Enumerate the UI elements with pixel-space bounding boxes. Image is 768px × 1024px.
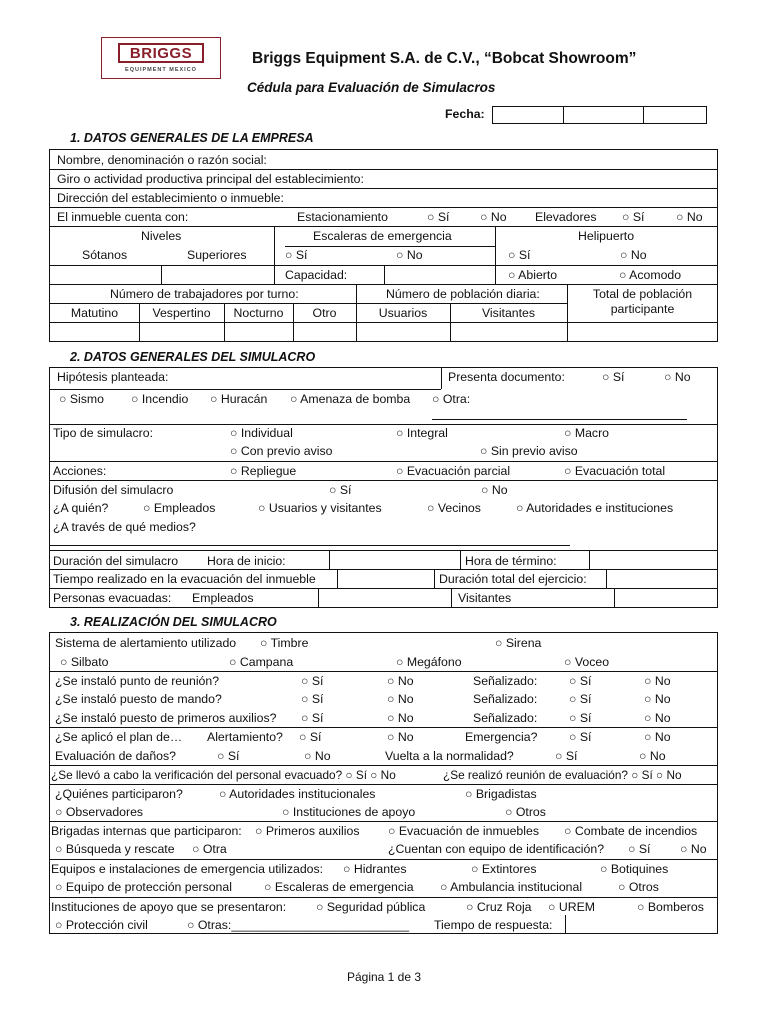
emergencia-label: Emergencia? [465, 730, 538, 744]
sotanos-label: Sótanos [82, 248, 128, 262]
primeros-auxilios-label: ¿Se instaló puesto de primeros auxilios? [55, 711, 277, 725]
otras-instituciones-field[interactable]: ○ Otras:__________________________ [187, 918, 410, 932]
puesto-mando-label: ¿Se instaló puesto de mando? [55, 692, 222, 706]
difusion-label: Difusión del simulacro [53, 483, 174, 497]
evacuacion-parcial-radio[interactable]: ○ Evacuación parcial [396, 464, 511, 478]
instituciones-apoyo-radio[interactable]: ○ Instituciones de apoyo [282, 805, 416, 819]
superiores-label: Superiores [187, 248, 247, 262]
puesto-mando-senalizado-no-radio[interactable]: ○ No [644, 692, 671, 706]
equipos-label: Equipos e instalaciones de emergencia utilizados: [51, 862, 324, 876]
proteccion-civil-radio[interactable]: ○ Protección civil [55, 918, 148, 932]
bomba-radio[interactable]: ○ Amenaza de bomba [290, 392, 411, 406]
section-1-heading: 1. DATOS GENERALES DE LA EMPRESA [70, 131, 314, 145]
alertamiento-label: Alertamiento? [207, 730, 283, 744]
otros-equipos-radio[interactable]: ○ Otros [618, 880, 659, 894]
evacuacion-total-radio[interactable]: ○ Evacuación total [564, 464, 666, 478]
punto-reunion-senalizado-si-radio[interactable]: ○ Sí [569, 674, 592, 688]
punto-reunion-label: ¿Se instaló punto de reunión? [55, 674, 220, 688]
botiquines-radio[interactable]: ○ Botiquines [600, 862, 669, 876]
otra-brigada-radio[interactable]: ○ Otra [192, 842, 227, 856]
duracion-total-label: Duración total del ejercicio: [439, 572, 587, 586]
duracion-label: Duración del simulacro [53, 554, 179, 568]
fecha-day-field[interactable] [492, 106, 564, 124]
hipotesis-label: Hipótesis planteada: [57, 370, 169, 384]
punto-reunion-si-radio[interactable]: ○ Sí [301, 674, 324, 688]
nocturno-label: Nocturno [233, 306, 284, 320]
bomberos-radio[interactable]: ○ Bomberos [637, 900, 704, 914]
estacionamiento-si-radio[interactable]: ○ Sí [427, 210, 450, 224]
direccion-label: Dirección del establecimiento o inmueble: [57, 191, 284, 205]
evacuacion-inmuebles-radio[interactable]: ○ Evacuación de inmuebles [388, 824, 539, 838]
difusion-si-radio[interactable]: ○ Sí [329, 483, 352, 497]
hora-inicio-label: Hora de inicio: [207, 554, 286, 568]
alertamiento-no-radio[interactable]: ○ No [387, 730, 414, 744]
empleados-radio[interactable]: ○ Empleados [143, 501, 216, 515]
integral-radio[interactable]: ○ Integral [396, 426, 448, 440]
tiempo-evacuacion-label: Tiempo realizado en la evacuación del inmueble [53, 572, 316, 586]
medios-label: ¿A través de qué medios? [53, 520, 196, 534]
otra-radio[interactable]: ○ Otra: [432, 392, 471, 406]
estacionamiento-no-radio[interactable]: ○ No [480, 210, 507, 224]
primeros-auxilios-senalizado-label: Señalizado: [473, 711, 538, 725]
punto-reunion-no-radio[interactable]: ○ No [387, 674, 414, 688]
urem-radio[interactable]: ○ UREM [548, 900, 596, 914]
niveles-label: Niveles [141, 229, 182, 243]
megafono-radio[interactable]: ○ Megáfono [396, 655, 462, 669]
puesto-mando-si-radio[interactable]: ○ Sí [301, 692, 324, 706]
primeros-auxilios-radio[interactable]: ○ Primeros auxilios [255, 824, 360, 838]
escaleras-label: Escaleras de emergencia [313, 229, 452, 243]
autoridades-institucionales-radio[interactable]: ○ Autoridades institucionales [219, 787, 376, 801]
huracan-radio[interactable]: ○ Huracán [210, 392, 268, 406]
punto-reunion-senalizado-label: Señalizado: [473, 674, 538, 688]
primeros-auxilios-no-radio[interactable]: ○ No [387, 711, 414, 725]
normalidad-no-radio[interactable]: ○ No [639, 749, 666, 763]
normalidad-label: Vuelta a la normalidad? [385, 749, 514, 763]
section-2-heading: 2. DATOS GENERALES DEL SIMULACRO [70, 350, 316, 364]
sistema-alertamiento-label: Sistema de alertamiento utilizado [55, 636, 237, 650]
nombre-label: Nombre, denominación o razón social: [57, 153, 267, 167]
alertamiento-si-radio[interactable]: ○ Sí [299, 730, 322, 744]
elevadores-label: Elevadores [535, 210, 597, 224]
inmueble-label: El inmueble cuenta con: [57, 210, 189, 224]
giro-label: Giro o actividad productiva principal del establecimiento: [57, 172, 364, 186]
abierto-radio[interactable]: ○ Abierto [508, 268, 558, 282]
seguridad-publica-radio[interactable]: ○ Seguridad pública [316, 900, 426, 914]
emergencia-si-radio[interactable]: ○ Sí [569, 730, 592, 744]
tiempo-respuesta-label: Tiempo de respuesta: [434, 918, 553, 932]
observadores-radio[interactable]: ○ Observadores [55, 805, 144, 819]
puesto-mando-senalizado-si-radio[interactable]: ○ Sí [569, 692, 592, 706]
helipuerto-si-radio[interactable]: ○ Sí [508, 248, 531, 262]
trabajadores-label: Número de trabajadores por turno: [110, 287, 299, 301]
helipuerto-no-radio[interactable]: ○ No [620, 248, 647, 262]
capacidad-label: Capacidad: [285, 268, 348, 282]
sin-previo-aviso-radio[interactable]: ○ Sin previo aviso [480, 444, 578, 458]
campana-radio[interactable]: ○ Campana [229, 655, 294, 669]
reunion-evaluacion-question[interactable]: ¿Se realizó reunión de evaluación? ○ Sí ○ No [443, 768, 682, 782]
identificacion-no-radio[interactable]: ○ No [680, 842, 707, 856]
visitantes-label: Visitantes [481, 306, 536, 320]
previo-aviso-radio[interactable]: ○ Con previo aviso [230, 444, 333, 458]
section-1-table [49, 149, 718, 342]
epp-radio[interactable]: ○ Equipo de protección personal [55, 880, 232, 894]
escaleras-no-radio[interactable]: ○ No [396, 248, 423, 262]
tipo-simulacro-label: Tipo de simulacro: [53, 426, 154, 440]
document-title: Briggs Equipment S.A. de C.V., “Bobcat Showroom” [252, 50, 637, 67]
hora-termino-label: Hora de término: [465, 554, 557, 568]
presenta-documento-label: Presenta documento: [448, 370, 565, 384]
brigadistas-radio[interactable]: ○ Brigadistas [465, 787, 537, 801]
vespertino-label: Vespertino [152, 306, 211, 320]
quienes-label: ¿Quiénes participaron? [55, 787, 183, 801]
sismo-radio[interactable]: ○ Sismo [59, 392, 105, 406]
ambulancia-radio[interactable]: ○ Ambulancia institucional [440, 880, 583, 894]
primeros-auxilios-senalizado-si-radio[interactable]: ○ Sí [569, 711, 592, 725]
estacionamiento-label: Estacionamiento [297, 210, 388, 224]
verificacion-question[interactable]: ¿Se llevó a cabo la verificación del personal evacuado? ○ Sí ○ No [51, 768, 396, 782]
danos-no-radio[interactable]: ○ No [304, 749, 331, 763]
presenta-si-radio[interactable]: ○ Sí [602, 370, 625, 384]
a-quien-label: ¿A quién? [53, 501, 109, 515]
elevadores-si-radio[interactable]: ○ Sí [622, 210, 645, 224]
otros-participantes-radio[interactable]: ○ Otros [505, 805, 546, 819]
primeros-auxilios-si-radio[interactable]: ○ Sí [301, 711, 324, 725]
escaleras-si-radio[interactable]: ○ Sí [285, 248, 308, 262]
voceo-radio[interactable]: ○ Voceo [564, 655, 610, 669]
section-3-heading: 3. REALIZACIÓN DEL SIMULACRO [70, 615, 277, 629]
usuarios-label: Usuarios [378, 306, 428, 320]
briggs-logo [101, 37, 221, 79]
acciones-label: Acciones: [53, 464, 107, 478]
extintores-radio[interactable]: ○ Extintores [471, 862, 537, 876]
elevadores-no-radio[interactable]: ○ No [676, 210, 703, 224]
plan-label: ¿Se aplicó el plan de… [55, 730, 183, 744]
fecha-month-field[interactable] [563, 106, 644, 124]
individual-radio[interactable]: ○ Individual [230, 426, 293, 440]
macro-radio[interactable]: ○ Macro [564, 426, 610, 440]
helipuerto-label: Helipuerto [578, 229, 635, 243]
incendio-radio[interactable]: ○ Incendio [131, 392, 189, 406]
normalidad-si-radio[interactable]: ○ Sí [555, 749, 578, 763]
combate-incendios-radio[interactable]: ○ Combate de incendios [564, 824, 698, 838]
danos-si-radio[interactable]: ○ Sí [217, 749, 240, 763]
usuarios-visitantes-radio[interactable]: ○ Usuarios y visitantes [258, 501, 382, 515]
section-3-table [49, 632, 718, 934]
busqueda-rescate-radio[interactable]: ○ Búsqueda y rescate [55, 842, 175, 856]
brigadas-label: Brigadas internas que participaron: [51, 824, 242, 838]
primeros-auxilios-senalizado-no-radio[interactable]: ○ No [644, 711, 671, 725]
matutino-label: Matutino [70, 306, 119, 320]
logo-wordmark: BRIGGS [118, 43, 204, 63]
hidrantes-radio[interactable]: ○ Hidrantes [343, 862, 407, 876]
timbre-radio[interactable]: ○ Timbre [260, 636, 309, 650]
silbato-radio[interactable]: ○ Silbato [60, 655, 109, 669]
autoridades-radio[interactable]: ○ Autoridades e instituciones [516, 501, 674, 515]
participante-label: participante [610, 302, 675, 316]
page-number: Página 1 de 3 [346, 970, 422, 984]
total-poblacion-label: Total de población [592, 287, 693, 301]
empleados-label: Empleados [192, 591, 254, 605]
logo-subtitle: EQUIPMENT MEXICO [125, 67, 197, 73]
visitantes-label: Visitantes [458, 591, 512, 605]
personas-evacuadas-label: Personas evacuadas: [53, 591, 172, 605]
danos-label: Evaluación de daños? [55, 749, 177, 763]
presenta-no-radio[interactable]: ○ No [664, 370, 691, 384]
escaleras-emergencia-radio[interactable]: ○ Escaleras de emergencia [264, 880, 414, 894]
repliegue-radio[interactable]: ○ Repliegue [230, 464, 297, 478]
puesto-mando-senalizado-label: Señalizado: [473, 692, 538, 706]
fecha-year-field[interactable] [643, 106, 707, 124]
identificacion-label: ¿Cuentan con equipo de identificación? [388, 842, 605, 856]
acomodo-radio[interactable]: ○ Acomodo [619, 268, 682, 282]
emergencia-no-radio[interactable]: ○ No [644, 730, 671, 744]
identificacion-si-radio[interactable]: ○ Sí [628, 842, 651, 856]
vecinos-radio[interactable]: ○ Vecinos [427, 501, 481, 515]
otro-label: Otro [312, 306, 337, 320]
document-subtitle: Cédula para Evaluación de Simulacros [247, 80, 496, 95]
puesto-mando-no-radio[interactable]: ○ No [387, 692, 414, 706]
fecha-label: Fecha: [445, 107, 485, 121]
sirena-radio[interactable]: ○ Sirena [495, 636, 542, 650]
poblacion-label: Número de población diaria: [386, 287, 540, 301]
section-2-table [49, 367, 718, 608]
cruz-roja-radio[interactable]: ○ Cruz Roja [466, 900, 532, 914]
punto-reunion-senalizado-no-radio[interactable]: ○ No [644, 674, 671, 688]
instituciones-presentaron-label: Instituciones de apoyo que se presentaron: [51, 900, 287, 914]
difusion-no-radio[interactable]: ○ No [481, 483, 508, 497]
